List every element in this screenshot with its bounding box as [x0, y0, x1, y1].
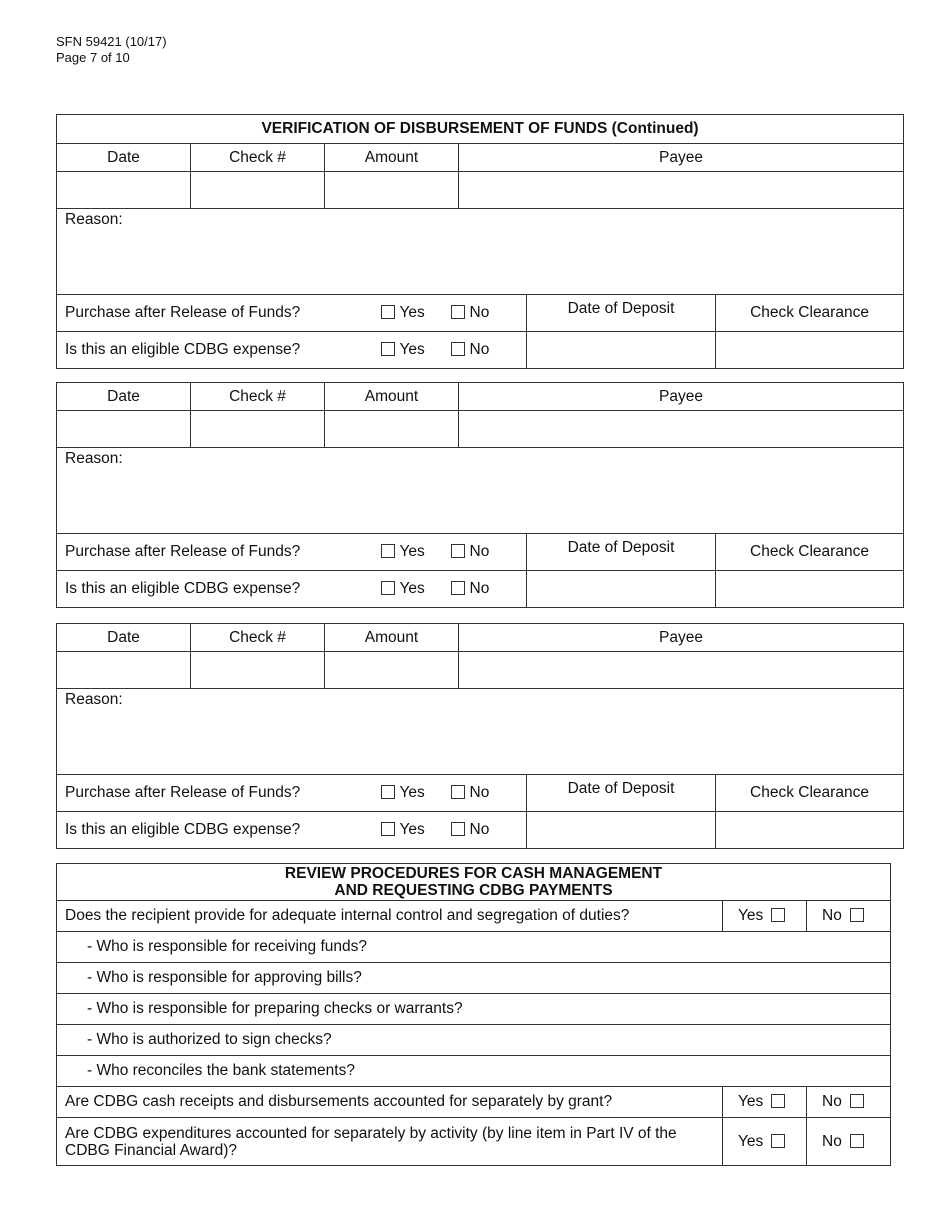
date-header: Date	[57, 383, 191, 411]
check-clearance-label: Check Clearance	[716, 775, 904, 812]
review-title	[57, 864, 891, 901]
form-number: SFN 59421 (10/17)	[56, 34, 167, 49]
date-field[interactable]	[57, 652, 191, 689]
purchase-options	[325, 295, 527, 332]
checkbox-icon[interactable]	[771, 1134, 785, 1148]
checkbox-icon[interactable]	[451, 305, 465, 319]
date-of-deposit-field[interactable]	[527, 571, 716, 608]
payee-field[interactable]	[459, 172, 904, 209]
reason-field[interactable]	[57, 448, 904, 534]
eligible-no-option[interactable]: No	[451, 821, 490, 839]
checkbox-icon[interactable]	[381, 785, 395, 799]
internal-control-question: Does the recipient provide for adequate internal control and segregation of duties?	[57, 901, 723, 932]
sub-question-approving-bills: - Who is responsible for approving bills?	[57, 963, 891, 994]
check-number-field[interactable]	[191, 652, 325, 689]
page-number: Page 7 of 10	[56, 50, 130, 65]
separate-by-grant-no[interactable]: No	[807, 1087, 891, 1118]
checkbox-icon[interactable]	[381, 305, 395, 319]
eligible-options	[325, 812, 527, 849]
sub-question-reconciles-statements: - Who reconciles the bank statements?	[57, 1056, 891, 1087]
checkbox-icon[interactable]	[771, 908, 785, 922]
amount-header: Amount	[325, 624, 459, 652]
date-of-deposit-label: Date of Deposit	[527, 295, 716, 332]
check-clearance-field[interactable]	[716, 332, 904, 369]
payee-field[interactable]	[459, 411, 904, 448]
check-clearance-label: Check Clearance	[716, 295, 904, 332]
date-field[interactable]	[57, 172, 191, 209]
payee-header: Payee	[459, 144, 904, 172]
check-number-field[interactable]	[191, 411, 325, 448]
check-number-header: Check #	[191, 383, 325, 411]
disbursement-block-3	[56, 623, 904, 849]
amount-header: Amount	[325, 144, 459, 172]
date-of-deposit-field[interactable]	[527, 332, 716, 369]
date-header: Date	[57, 624, 191, 652]
checkbox-icon[interactable]	[451, 785, 465, 799]
eligible-question: Is this an eligible CDBG expense?	[57, 812, 325, 849]
purchase-options	[325, 534, 527, 571]
reason-label: Reason:	[65, 450, 123, 467]
checkbox-icon[interactable]	[451, 342, 465, 356]
review-title-line-1: REVIEW PROCEDURES FOR CASH MANAGEMENT	[284, 865, 663, 882]
eligible-question: Is this an eligible CDBG expense?	[57, 571, 325, 608]
purchase-options	[325, 775, 527, 812]
reason-field[interactable]	[57, 209, 904, 295]
eligible-yes-option[interactable]: Yes	[381, 821, 451, 839]
amount-field[interactable]	[325, 652, 459, 689]
date-field[interactable]	[57, 411, 191, 448]
reason-label: Reason:	[65, 211, 123, 228]
section-title: VERIFICATION OF DISBURSEMENT OF FUNDS (Continued)	[57, 115, 904, 144]
internal-control-yes[interactable]: Yes	[723, 901, 807, 932]
check-number-header: Check #	[191, 624, 325, 652]
purchase-question: Purchase after Release of Funds?	[57, 295, 325, 332]
date-of-deposit-field[interactable]	[527, 812, 716, 849]
review-title-line-2: AND REQUESTING CDBG PAYMENTS	[334, 882, 613, 899]
eligible-options	[325, 571, 527, 608]
eligible-yes-option[interactable]: Yes	[381, 341, 451, 359]
payee-header: Payee	[459, 624, 904, 652]
checkbox-icon[interactable]	[381, 342, 395, 356]
sub-question-sign-checks: - Who is authorized to sign checks?	[57, 1025, 891, 1056]
checkbox-icon[interactable]	[381, 544, 395, 558]
payee-field[interactable]	[459, 652, 904, 689]
eligible-options	[325, 332, 527, 369]
check-clearance-field[interactable]	[716, 571, 904, 608]
amount-field[interactable]	[325, 172, 459, 209]
purchase-no-option[interactable]: No	[451, 784, 490, 802]
separate-by-activity-yes[interactable]: Yes	[723, 1118, 807, 1166]
checkbox-icon[interactable]	[850, 1094, 864, 1108]
sub-question-receiving-funds: - Who is responsible for receiving funds?	[57, 932, 891, 963]
separate-by-grant-question: Are CDBG cash receipts and disbursements accounted for separately by grant?	[57, 1087, 723, 1118]
sub-question-preparing-checks: - Who is responsible for preparing checks or warrants?	[57, 994, 891, 1025]
date-of-deposit-label: Date of Deposit	[527, 775, 716, 812]
internal-control-no[interactable]: No	[807, 901, 891, 932]
checkbox-icon[interactable]	[451, 581, 465, 595]
purchase-no-option[interactable]: No	[451, 304, 490, 322]
amount-header: Amount	[325, 383, 459, 411]
eligible-yes-option[interactable]: Yes	[381, 580, 451, 598]
eligible-no-option[interactable]: No	[451, 341, 490, 359]
disbursement-block-2	[56, 382, 904, 608]
separate-by-activity-question: Are CDBG expenditures accounted for separately by activity (by line item in Part IV of the CDBG Financial Award)?	[57, 1118, 723, 1166]
review-procedures-table	[56, 863, 891, 1166]
checkbox-icon[interactable]	[381, 822, 395, 836]
eligible-question: Is this an eligible CDBG expense?	[57, 332, 325, 369]
separate-by-grant-yes[interactable]: Yes	[723, 1087, 807, 1118]
form-header	[56, 34, 167, 66]
amount-field[interactable]	[325, 411, 459, 448]
disbursement-block-1	[56, 114, 904, 369]
checkbox-icon[interactable]	[451, 822, 465, 836]
checkbox-icon[interactable]	[381, 581, 395, 595]
check-clearance-label: Check Clearance	[716, 534, 904, 571]
purchase-yes-option[interactable]: Yes	[381, 304, 451, 322]
reason-field[interactable]	[57, 689, 904, 775]
reason-label: Reason:	[65, 691, 123, 708]
check-clearance-field[interactable]	[716, 812, 904, 849]
checkbox-icon[interactable]	[771, 1094, 785, 1108]
check-number-field[interactable]	[191, 172, 325, 209]
separate-by-activity-no[interactable]: No	[807, 1118, 891, 1166]
checkbox-icon[interactable]	[451, 544, 465, 558]
checkbox-icon[interactable]	[850, 908, 864, 922]
eligible-no-option[interactable]: No	[451, 580, 490, 598]
purchase-yes-option[interactable]: Yes	[381, 543, 451, 561]
purchase-yes-option[interactable]: Yes	[381, 784, 451, 802]
purchase-question: Purchase after Release of Funds?	[57, 775, 325, 812]
date-of-deposit-label: Date of Deposit	[527, 534, 716, 571]
checkbox-icon[interactable]	[850, 1134, 864, 1148]
check-number-header: Check #	[191, 144, 325, 172]
payee-header: Payee	[459, 383, 904, 411]
purchase-no-option[interactable]: No	[451, 543, 490, 561]
purchase-question: Purchase after Release of Funds?	[57, 534, 325, 571]
date-header: Date	[57, 144, 191, 172]
